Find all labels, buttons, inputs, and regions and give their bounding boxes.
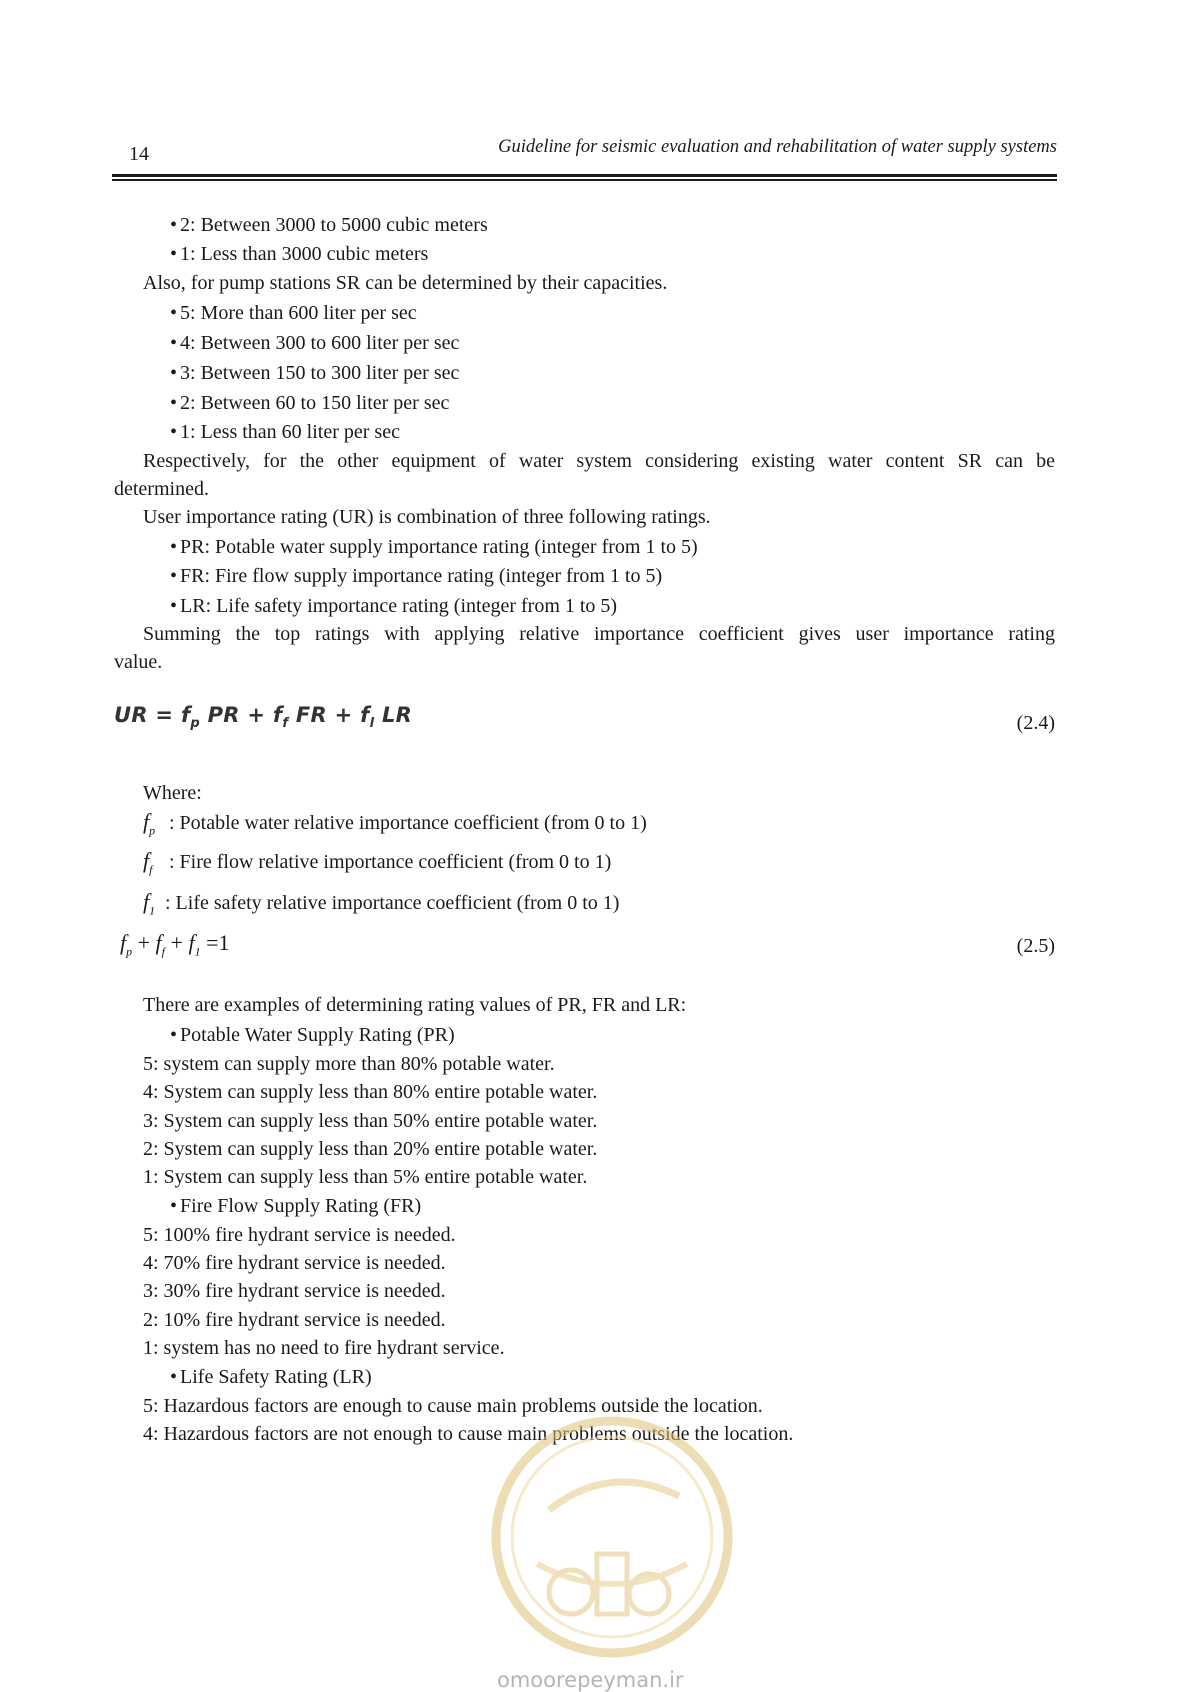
eq-part: PR + f xyxy=(200,703,283,727)
eq-part: UR = f xyxy=(114,703,191,727)
rating-item: 4: 70% fire hydrant service is needed. xyxy=(143,1252,446,1274)
equation-2-4 xyxy=(114,703,1055,733)
list-item: • 2: Between 60 to 150 liter per sec xyxy=(170,391,1111,415)
symbol-subscript: f xyxy=(149,862,153,877)
rating-item: 4: Hazardous factors are not enough to cause main problems outside the location. xyxy=(143,1423,794,1445)
equation-formula xyxy=(114,703,413,732)
rating-item: 3: System can supply less than 50% entire potable water. xyxy=(143,1110,598,1132)
eq-part: + xyxy=(165,930,189,955)
section-bullet: • Life Safety Rating (LR) xyxy=(170,1365,1111,1389)
paragraph: value. xyxy=(114,651,163,673)
eq-subscript: f xyxy=(161,944,166,959)
rating-item: 4: System can supply less than 80% entire potable water. xyxy=(143,1081,598,1103)
coefficient-item xyxy=(143,890,1084,922)
paragraph: There are examples of determining rating values of PR, FR and LR: xyxy=(143,994,687,1016)
rating-item: 5: system can supply more than 80% potable water. xyxy=(143,1053,555,1075)
symbol-subscript: p xyxy=(149,823,156,838)
coefficient-symbol xyxy=(143,810,169,842)
coefficient-item xyxy=(143,810,1084,842)
rating-item: 5: Hazardous factors are enough to cause main problems outside the location. xyxy=(143,1395,763,1417)
paragraph-text: Summing the top ratings with applying relative importance coefficient gives user importance rating xyxy=(143,623,1055,645)
symbol-letter: f xyxy=(143,889,150,914)
section-bullet: • Potable Water Supply Rating (PR) xyxy=(170,1023,1111,1047)
coefficient-symbol xyxy=(143,849,169,881)
equation-number: (2.5) xyxy=(1016,935,1055,957)
eq-part: FR + f xyxy=(288,703,370,727)
paragraph xyxy=(114,622,1055,646)
coefficient-item xyxy=(143,849,1084,881)
eq-part: LR xyxy=(374,703,413,727)
rating-item: 1: System can supply less than 5% entire potable water. xyxy=(143,1166,588,1188)
section-bullet: • Fire Flow Supply Rating (FR) xyxy=(170,1194,1111,1218)
where-label: Where: xyxy=(143,782,202,804)
paragraph xyxy=(114,449,1055,473)
eq-part: f xyxy=(120,930,127,955)
symbol-letter: f xyxy=(143,809,150,834)
list-item: • 5: More than 600 liter per sec xyxy=(170,301,1111,325)
rating-item: 5: 100% fire hydrant service is needed. xyxy=(143,1224,456,1246)
eq-part: f xyxy=(188,930,195,955)
eq-part: f xyxy=(155,930,162,955)
paragraph: User importance rating (UR) is combination of three following ratings. xyxy=(143,506,711,528)
eq-part: =1 xyxy=(200,930,230,955)
equation-2-5 xyxy=(114,931,1055,963)
list-item: • 1: Less than 3000 cubic meters xyxy=(170,242,1111,266)
equation-number: (2.4) xyxy=(1016,712,1055,734)
running-title: Guideline for seismic evaluation and rehabilitation of water supply systems xyxy=(498,137,1057,157)
rating-item: 3: 30% fire hydrant service is needed. xyxy=(143,1280,446,1302)
list-item: • FR: Fire flow supply importance rating (integer from 1 to 5) xyxy=(170,564,1111,588)
list-item: • 4: Between 300 to 600 liter per sec xyxy=(170,331,1111,355)
page-number: 14 xyxy=(129,143,149,165)
eq-part: + xyxy=(132,930,156,955)
eq-subscript: 1 xyxy=(194,944,201,959)
watermark-text: omoorepeyman.ir xyxy=(497,1668,684,1692)
coefficient-text: : Life safety relative importance coefficient (from 0 to 1) xyxy=(165,892,620,914)
coefficient-symbol xyxy=(143,890,165,922)
equation-formula xyxy=(114,930,230,959)
coefficient-text: : Potable water relative importance coefficient (from 0 to 1) xyxy=(169,812,647,834)
symbol-letter: f xyxy=(143,848,150,873)
paragraph: determined. xyxy=(114,478,209,500)
list-item: • 2: Between 3000 to 5000 cubic meters xyxy=(170,213,1111,237)
eq-subscript: f xyxy=(282,716,289,732)
symbol-subscript: 1 xyxy=(149,903,156,918)
list-item: • LR: Life safety importance rating (integer from 1 to 5) xyxy=(170,594,1111,618)
list-item: • 3: Between 150 to 300 liter per sec xyxy=(170,361,1111,385)
eq-subscript: p xyxy=(190,716,200,732)
eq-subscript: l xyxy=(369,716,375,732)
coefficient-text: : Fire flow relative importance coefficient (from 0 to 1) xyxy=(169,851,612,873)
rating-item: 1: system has no need to fire hydrant service. xyxy=(143,1337,505,1359)
eq-subscript: p xyxy=(126,944,133,959)
header-rule-thin xyxy=(112,179,1057,181)
list-item: • PR: Potable water supply importance rating (integer from 1 to 5) xyxy=(170,535,1111,559)
paragraph-text: Respectively, for the other equipment of water system considering existing water content SR can be xyxy=(143,450,1055,472)
header-rule xyxy=(112,174,1057,177)
rating-item: 2: System can supply less than 20% entire potable water. xyxy=(143,1138,598,1160)
watermark-seal-icon xyxy=(489,1414,735,1660)
list-item: • 1: Less than 60 liter per sec xyxy=(170,420,1111,444)
paragraph: Also, for pump stations SR can be determined by their capacities. xyxy=(143,272,668,294)
rating-item: 2: 10% fire hydrant service is needed. xyxy=(143,1309,446,1331)
